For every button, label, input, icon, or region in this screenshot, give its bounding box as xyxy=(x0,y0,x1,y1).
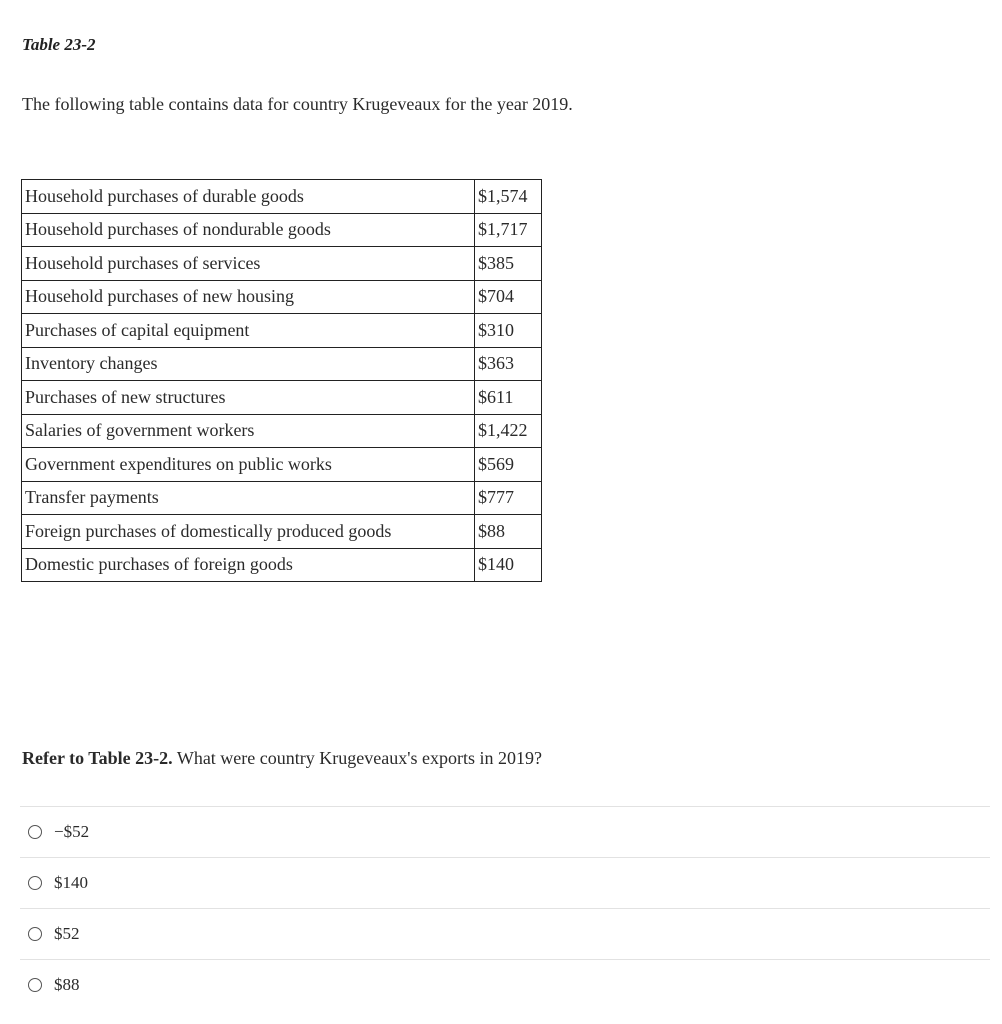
radio-button[interactable] xyxy=(28,876,42,890)
row-label: Inventory changes xyxy=(22,347,475,381)
table-row xyxy=(22,548,542,582)
row-value: $1,422 xyxy=(475,414,542,448)
answer-label: $88 xyxy=(54,975,80,994)
row-value: $569 xyxy=(475,448,542,482)
question-text xyxy=(22,748,542,769)
question-body: What were country Krugeveaux's exports in 2019? xyxy=(172,748,542,768)
row-label: Purchases of capital equipment xyxy=(22,314,475,348)
question-ref: Refer to Table 23-2. xyxy=(22,748,173,768)
table-row xyxy=(22,180,542,214)
radio-button[interactable] xyxy=(28,927,42,941)
row-value: $88 xyxy=(475,515,542,549)
table-row xyxy=(22,515,542,549)
answer-label: $140 xyxy=(54,873,88,892)
answer-option-2[interactable] xyxy=(20,857,990,908)
radio-button[interactable] xyxy=(28,978,42,992)
row-label: Household purchases of nondurable goods xyxy=(22,213,475,247)
table-row xyxy=(22,481,542,515)
radio-button[interactable] xyxy=(28,825,42,839)
table-row xyxy=(22,448,542,482)
table-row xyxy=(22,314,542,348)
row-label: Transfer payments xyxy=(22,481,475,515)
row-value: $140 xyxy=(475,548,542,582)
table-row xyxy=(22,280,542,314)
row-value: $611 xyxy=(475,381,542,415)
table-row xyxy=(22,347,542,381)
intro-text: The following table contains data for country Krugeveaux for the year 2019. xyxy=(22,94,573,114)
row-value: $704 xyxy=(475,280,542,314)
row-label: Government expenditures on public works xyxy=(22,448,475,482)
answer-label: $52 xyxy=(54,924,80,943)
data-table xyxy=(21,179,542,582)
answer-label: −$52 xyxy=(54,822,90,841)
row-value: $385 xyxy=(475,247,542,281)
row-value: $777 xyxy=(475,481,542,515)
row-value: $1,717 xyxy=(475,213,542,247)
table-title: Table 23-2 xyxy=(22,35,96,54)
answer-options xyxy=(20,806,990,1010)
answer-option-4[interactable] xyxy=(20,959,990,1010)
row-label: Purchases of new structures xyxy=(22,381,475,415)
row-label: Domestic purchases of foreign goods xyxy=(22,548,475,582)
table-row xyxy=(22,381,542,415)
answer-option-3[interactable] xyxy=(20,908,990,959)
row-value: $1,574 xyxy=(475,180,542,214)
row-label: Household purchases of durable goods xyxy=(22,180,475,214)
table-row xyxy=(22,247,542,281)
table-row xyxy=(22,414,542,448)
row-label: Household purchases of new housing xyxy=(22,280,475,314)
row-label: Household purchases of services xyxy=(22,247,475,281)
row-value: $310 xyxy=(475,314,542,348)
row-label: Salaries of government workers xyxy=(22,414,475,448)
row-value: $363 xyxy=(475,347,542,381)
row-label: Foreign purchases of domestically produced goods xyxy=(22,515,475,549)
answer-option-1[interactable] xyxy=(20,806,990,857)
table-row xyxy=(22,213,542,247)
